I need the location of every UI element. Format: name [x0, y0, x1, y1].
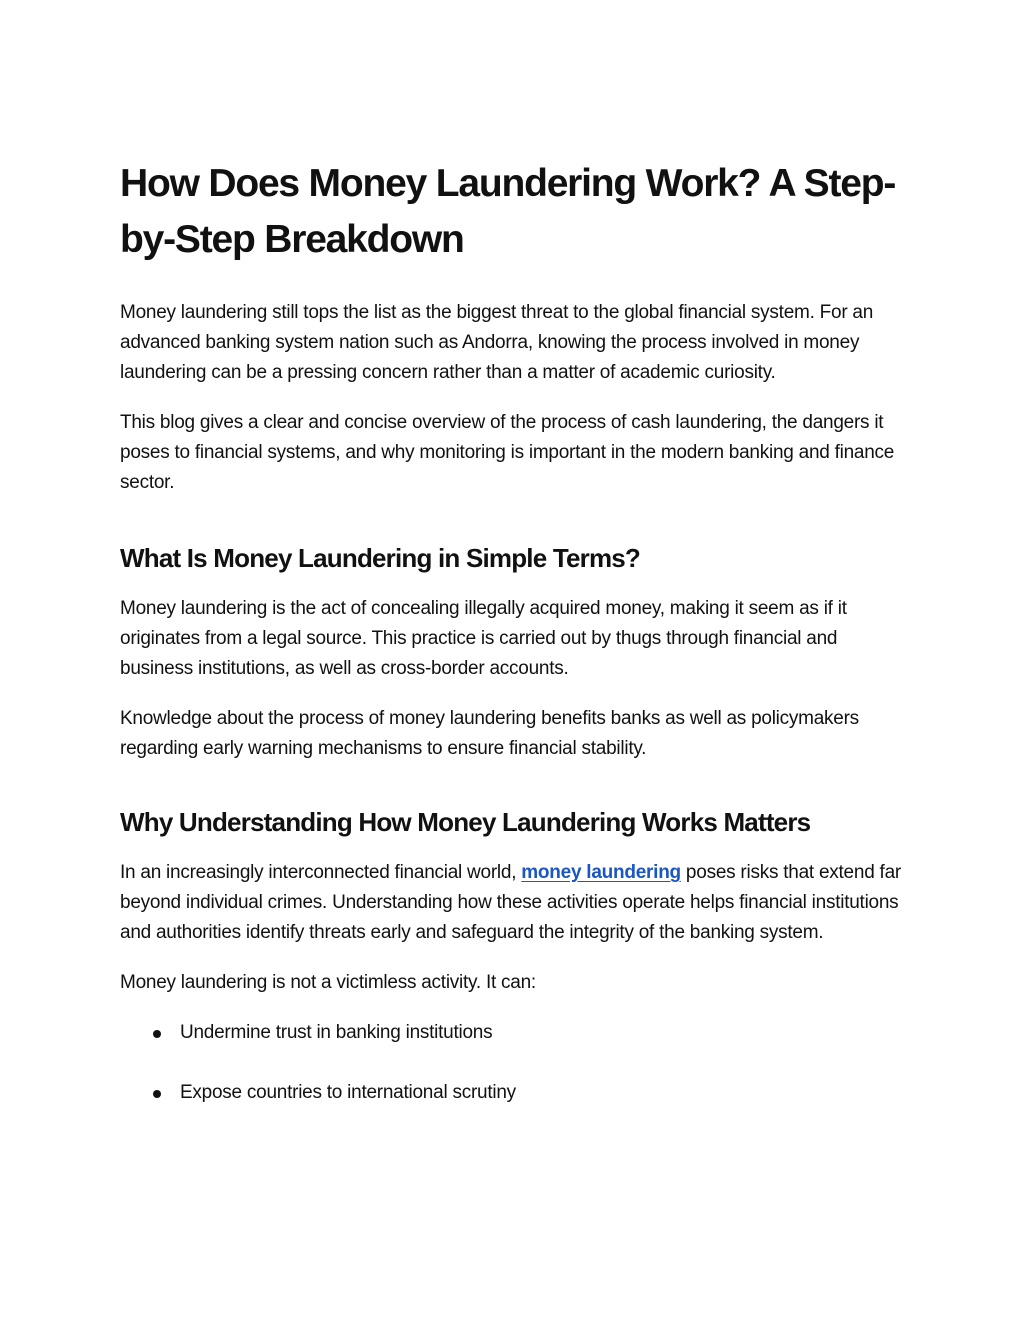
definition-paragraph-1: Money laundering is the act of concealing illegally acquired money, making it seem as if it originates from a legal source. This practice is carried out by thugs through financial and business institutions, as well as cross-border accounts.	[120, 598, 847, 679]
document-page	[120, 156, 910, 1138]
list-item-text: Undermine trust in banking institutions	[180, 1022, 493, 1043]
why-paragraph-2: Money laundering is not a victimless activity. It can:	[120, 972, 536, 993]
why-paragraph-1-before: In an increasingly interconnected financial world,	[120, 862, 522, 883]
list-item-text: Expose countries to international scrutiny	[180, 1082, 516, 1103]
section-heading-why-matters: Why Understanding How Money Laundering Works Matters	[120, 807, 811, 837]
why-paragraph-1-after: poses risks that extend far beyond individual crimes. Understanding how these activities operate helps financial institutions and authorities identify threats early and safeguard the integrity of the banking system.	[120, 862, 901, 943]
intro-paragraph-1: Money laundering still tops the list as the biggest threat to the global financial system. For an advanced banking system nation such as Andorra, knowing the process involved in money laundering can be a pressing concern rather than a matter of academic curiosity.	[120, 302, 874, 383]
risk-bullet-list	[120, 1018, 910, 1108]
definition-paragraph-2: Knowledge about the process of money laundering benefits banks as well as policymakers regarding early warning mechanisms to ensure financial stability.	[120, 708, 859, 759]
money-laundering-link[interactable]: money laundering	[521, 862, 681, 883]
list-item	[120, 1018, 910, 1048]
why-paragraph-1	[120, 858, 910, 948]
list-item	[120, 1078, 910, 1108]
page-title: How Does Money Laundering Work? A Step-by-Step Breakdown	[120, 162, 896, 261]
bullet-dot-icon	[153, 1090, 161, 1098]
section-heading-what-is: What Is Money Laundering in Simple Terms?	[120, 543, 641, 573]
intro-paragraph-2: This blog gives a clear and concise overview of the process of cash laundering, the dangers it poses to financial systems, and why monitoring is important in the modern banking and finance sector.	[120, 412, 895, 493]
bullet-dot-icon	[153, 1030, 161, 1038]
